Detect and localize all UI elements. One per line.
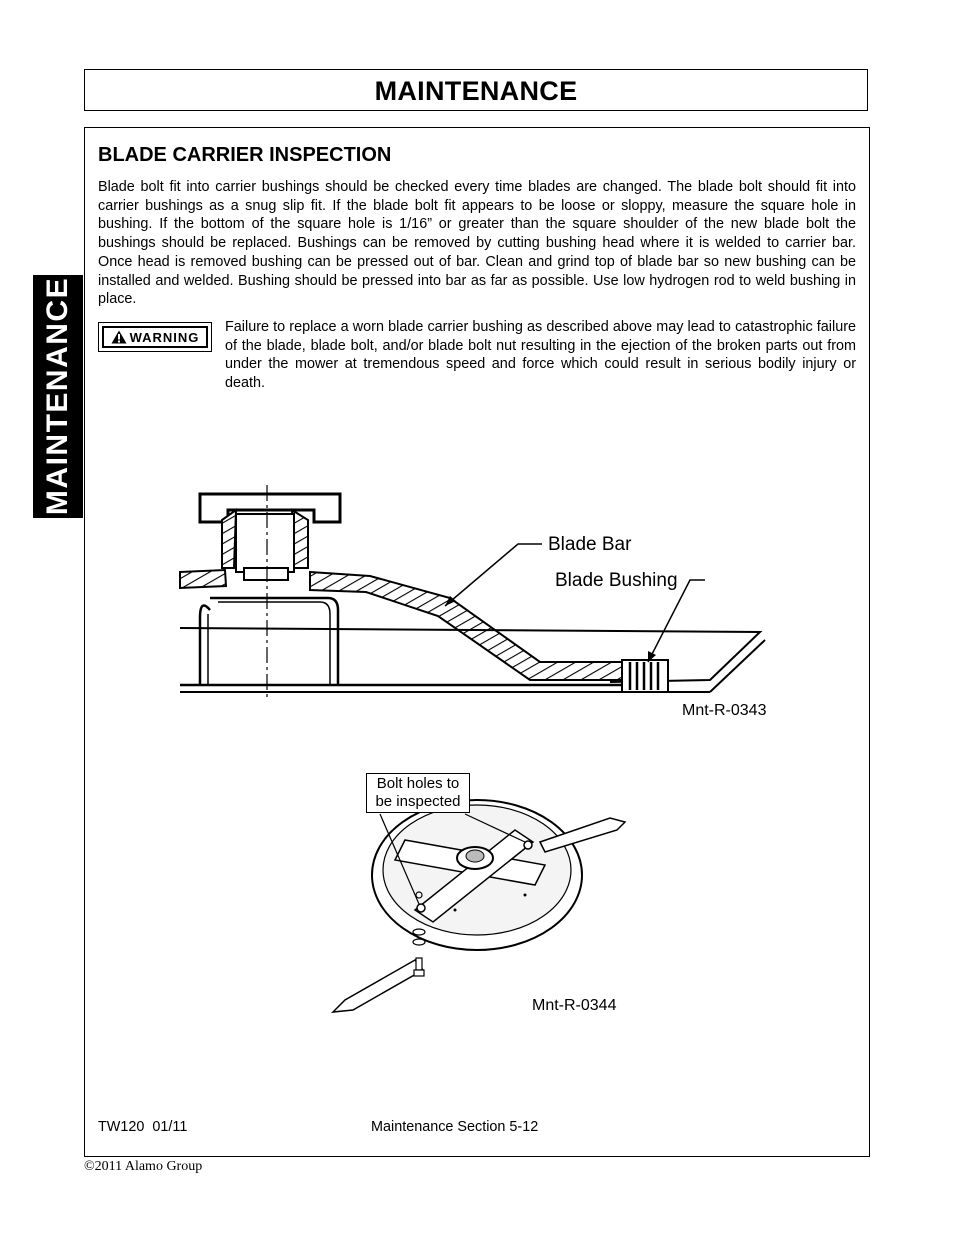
section-body: Blade bolt fit into carrier bushings should be checked every time blades are changed. The blade bolt should fit into carrier bushings as a snug slip fit. If the blade bolt fit appears to be loose or sloppy, measure the square hole in bushing. If the bottom of the square hole is 1/16” or greater than the square shoulder of the new blade bolt the bushings should be replaced. Bushings can be removed by cutting bushing head where it is welded to carrier bar. Once head is removed bushing can be pressed out of bar. Clean and grind top of blade bar so new bushing can be installed and welded. Bushing should be pressed into bar as far as possible. Use low hydrogen rod to weld bushing in place. <box>98 179 856 308</box>
blade-bushing-label: Blade Bushing <box>555 570 678 591</box>
warning-badge-label: WARNING <box>129 329 200 345</box>
blade-bar-label: Blade Bar <box>548 534 632 555</box>
page-title: MAINTENANCE <box>374 76 578 106</box>
page-header <box>84 69 868 111</box>
bolt-holes-callout: Bolt holes to be inspected <box>366 773 470 813</box>
warning-text: Failure to replace a worn blade carrier bushing as described above may lead to catastrophic failure of the blade, blade bolt, and/or blade bolt nut resulting in the ejection of the broken parts out from under the mower at tremendous speed and force which could result in serious bodily injury or death. <box>225 319 856 392</box>
figure2-code: Mnt-R-0344 <box>532 997 617 1014</box>
figure1-code: Mnt-R-0343 <box>682 702 767 719</box>
footer-model-date: TW120 01/11 <box>98 1119 188 1135</box>
warning-badge <box>98 322 212 352</box>
section-heading: BLADE CARRIER INSPECTION <box>98 144 392 166</box>
side-tab <box>33 275 83 518</box>
side-tab-label: MAINTENANCE <box>41 276 74 516</box>
warning-triangle-icon <box>111 330 127 344</box>
blade-bar-cross-section-diagram <box>170 480 780 705</box>
footer-section-page: Maintenance Section 5-12 <box>371 1119 539 1135</box>
copyright: ©2011 Alamo Group <box>84 1159 203 1174</box>
